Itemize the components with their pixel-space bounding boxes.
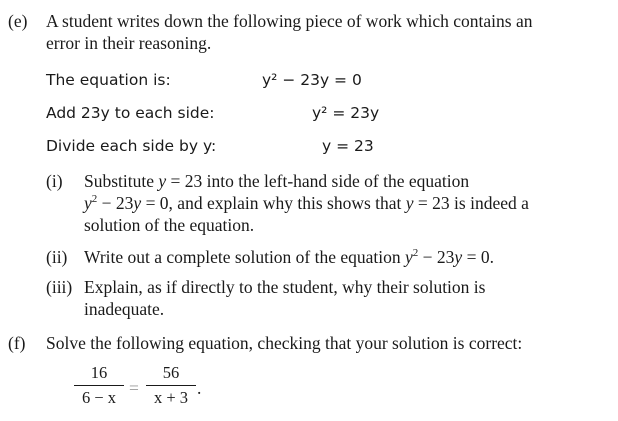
part-e-intro-line2: error in their reasoning.	[46, 33, 212, 53]
work-row2-equation: y² = 23y	[312, 104, 380, 122]
part-e-label: (e)	[8, 11, 28, 31]
right-fraction-bar	[146, 385, 196, 386]
work-row1-equation: y² − 23y = 0	[262, 71, 362, 89]
sub-iii-line1: Explain, as if directly to the student, why their solution is	[84, 277, 486, 297]
right-fraction	[146, 363, 196, 408]
left-numerator: 16	[90, 363, 108, 382]
sub-i-label: (i)	[46, 171, 63, 191]
sub-i-line2: $y^2 - 23y = 0$, and explain why this shows that y = 23 is indeed a	[84, 193, 529, 213]
right-denominator: x + 3	[153, 388, 189, 407]
left-fraction	[74, 363, 124, 408]
part-f-label: (f)	[8, 333, 26, 353]
work-row3-equation: y = 23	[322, 137, 374, 155]
sub-i-line3: solution of the equation.	[84, 215, 255, 235]
part-e-intro-line1: A student writes down the following piece of work which contains an	[46, 11, 533, 31]
left-denominator: 6 − x	[81, 388, 117, 407]
equals-sign: =	[129, 378, 139, 398]
right-numerator: 56	[162, 363, 180, 382]
equation-end-period: .	[197, 378, 202, 398]
part-f-text: Solve the following equation, checking that your solution is correct:	[46, 333, 523, 353]
work-row2-label: Add 23y to each side:	[46, 104, 215, 122]
sub-ii-text: Write out a complete solution of the equation $y^2 - 23y = 0$.	[84, 247, 494, 267]
work-row1-label: The equation is:	[46, 71, 171, 89]
work-row3-label: Divide each side by y:	[46, 137, 217, 155]
sub-iii-line2: inadequate.	[84, 299, 165, 319]
left-fraction-bar	[74, 385, 124, 386]
sub-i-line1: Substitute y = 23 into the left-hand side of the equation	[84, 171, 470, 191]
sub-iii-label: (iii)	[46, 277, 73, 297]
sub-ii-label: (ii)	[46, 247, 68, 267]
